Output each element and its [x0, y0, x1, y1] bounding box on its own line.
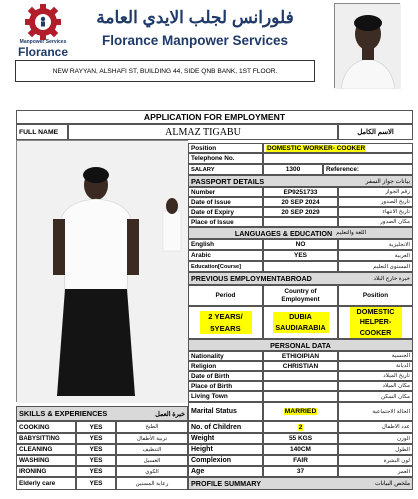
- dob-label: Date of Birth: [188, 371, 263, 381]
- position-value: DOMESTIC WORKER- COOKER: [263, 143, 413, 153]
- complexion-value: FAIR: [263, 455, 338, 466]
- religion-arabic: الديانة: [338, 361, 413, 371]
- height-arabic: الطول: [338, 444, 413, 455]
- form-title: APPLICATION FOR EMPLOYMENT: [16, 110, 413, 124]
- passport-expiry-arabic: تاريخ الانتهاء: [338, 207, 413, 217]
- age-label: Age: [188, 466, 263, 477]
- english-value: NO: [263, 239, 338, 250]
- head-photo: [334, 3, 400, 88]
- reference-label: Reference:: [323, 164, 413, 175]
- profile-summary-header: PROFILE SUMMARY ملخص البيانات: [188, 477, 413, 490]
- complexion-arabic: لون البشرة: [338, 455, 413, 466]
- skill-washing-arabic: الغسيل: [116, 455, 188, 466]
- pob-value: [263, 381, 338, 391]
- full-name-value: ALMAZ TIGABU: [68, 124, 338, 140]
- employment-position-header: Position: [338, 285, 413, 306]
- pob-label: Place of Birth: [188, 381, 263, 391]
- nationality-arabic: الجنسية: [338, 351, 413, 361]
- passport-place-arabic: مكان الصدور: [338, 217, 413, 227]
- passport-number-arabic: رقم الجواز: [338, 187, 413, 197]
- skill-cooking-value: YES: [76, 421, 116, 433]
- skill-ironing-arabic: الكوي: [116, 466, 188, 477]
- dob-arabic: تاريخ الميلاد: [338, 371, 413, 381]
- marital-value: MARRIED: [263, 402, 338, 421]
- education-arabic: المستوى التعليم: [338, 261, 413, 272]
- living-town-arabic: مكان السكن: [338, 391, 413, 402]
- english-arabic: الانجليزية: [338, 239, 413, 250]
- employment-country-header: Country of Employment: [263, 285, 338, 306]
- company-title-arabic: فلورانس لجلب الايدي العامة: [96, 8, 294, 27]
- age-arabic: العمر: [338, 466, 413, 477]
- skill-cleaning-arabic: التنظيف: [116, 444, 188, 455]
- address-box: [15, 60, 315, 82]
- employment-position-value: DOMESTIC HELPER-COOKER: [338, 306, 413, 339]
- skill-cleaning-label: CLEANING: [16, 444, 76, 455]
- full-body-photo: [16, 140, 188, 402]
- nationality-label: Nationality: [188, 351, 263, 361]
- arabic-arabic: العربية: [338, 250, 413, 261]
- weight-arabic: الوزن: [338, 433, 413, 444]
- skill-babysitting-value: YES: [76, 433, 116, 444]
- company-logo: [8, 4, 78, 60]
- employment-period-value: 2 YEARS/ 5YEARS: [188, 306, 263, 339]
- passport-place-value: [263, 217, 338, 227]
- header: [0, 0, 418, 90]
- skill-cooking-label: COOKING: [16, 421, 76, 433]
- skill-cleaning-value: YES: [76, 444, 116, 455]
- passport-number-label: Number: [188, 187, 263, 197]
- company-title-english: Florance Manpower Services: [101, 33, 289, 48]
- company-address: NEW RAYYAN, ALSHAFI ST, BUILDING 44, SIDE QNB BANK, 1ST FLOOR.: [52, 67, 278, 75]
- logo-tagline: Manpower Services: [19, 39, 67, 45]
- arabic-label: Arabic: [188, 250, 263, 261]
- skill-ironing-label: IRONING: [16, 466, 76, 477]
- passport-number-value: EP9251733: [263, 187, 338, 197]
- marital-arabic: الحالة الاجتماعية: [338, 402, 413, 421]
- weight-label: Weight: [188, 433, 263, 444]
- nationality-value: ETHIOIPIAN: [263, 351, 338, 361]
- pob-arabic: مكان الميلاد: [338, 381, 413, 391]
- salary-value: 1300: [263, 164, 323, 175]
- telephone-label: Telephone No.: [188, 153, 263, 164]
- salary-label: SALARY: [188, 164, 263, 175]
- children-arabic: عدد الاطفال: [338, 421, 413, 433]
- personal-header: PERSONAL DATA: [188, 339, 413, 351]
- age-value: 37: [263, 466, 338, 477]
- marital-label: Marital Status: [188, 402, 263, 421]
- dob-value: [263, 371, 338, 381]
- logo-brand: Florance: [17, 45, 68, 59]
- skill-cooking-arabic: الطبخ: [116, 421, 188, 433]
- telephone-value: [263, 153, 413, 164]
- skill-ironing-value: YES: [76, 466, 116, 477]
- religion-label: Religion: [188, 361, 263, 371]
- passport-expiry-label: Date of Expiry: [188, 207, 263, 217]
- height-value: 140CM: [263, 444, 338, 455]
- skill-elderly-value: YES: [76, 477, 116, 490]
- children-value: 2: [263, 421, 338, 433]
- full-name-label: FULL NAME: [16, 124, 68, 140]
- education-value: [263, 261, 338, 272]
- employment-header: PREVIOUS EMPLOYMENTABROAD خبرة خارج البلاد: [188, 272, 413, 285]
- religion-value: CHRISTIAN: [263, 361, 338, 371]
- languages-header: LANGUAGES & EDUCATION اللغة والتعليم: [188, 227, 413, 239]
- passport-header: PASSPORT DETAILS بيانات جواز السفر: [188, 175, 413, 187]
- passport-place-label: Place of Issue: [188, 217, 263, 227]
- passport-issue-label: Date of Issue: [188, 197, 263, 207]
- skill-elderly-label: Elderly care: [16, 477, 76, 490]
- children-label: No. of Children: [188, 421, 263, 433]
- skill-washing-value: YES: [76, 455, 116, 466]
- living-town-label: Living Town: [188, 391, 263, 402]
- arabic-value: YES: [263, 250, 338, 261]
- passport-issue-value: 20 SEP 2024: [263, 197, 338, 207]
- english-label: English: [188, 239, 263, 250]
- height-label: Height: [188, 444, 263, 455]
- living-town-value: [263, 391, 338, 402]
- skill-babysitting-arabic: تربية الأطفال: [116, 433, 188, 444]
- employment-country-value: DUBIA SAUDIARABIA: [263, 306, 338, 339]
- education-label: Education[Course]: [188, 261, 263, 272]
- position-label: Position: [188, 143, 263, 153]
- skill-washing-label: WASHING: [16, 455, 76, 466]
- full-name-arabic: الاسم الكامل: [338, 124, 413, 140]
- passport-issue-arabic: تاريخ الصدور: [338, 197, 413, 207]
- skill-elderly-arabic: رعاية المسنين: [116, 477, 188, 490]
- skills-header: SKILLS & EXPERIENCES خبرة العمل: [16, 406, 188, 421]
- weight-value: 55 KGS: [263, 433, 338, 444]
- skill-babysitting-label: BABYSITTING: [16, 433, 76, 444]
- passport-expiry-value: 20 SEP 2029: [263, 207, 338, 217]
- complexion-label: Complexion: [188, 455, 263, 466]
- employment-period-header: Period: [188, 285, 263, 306]
